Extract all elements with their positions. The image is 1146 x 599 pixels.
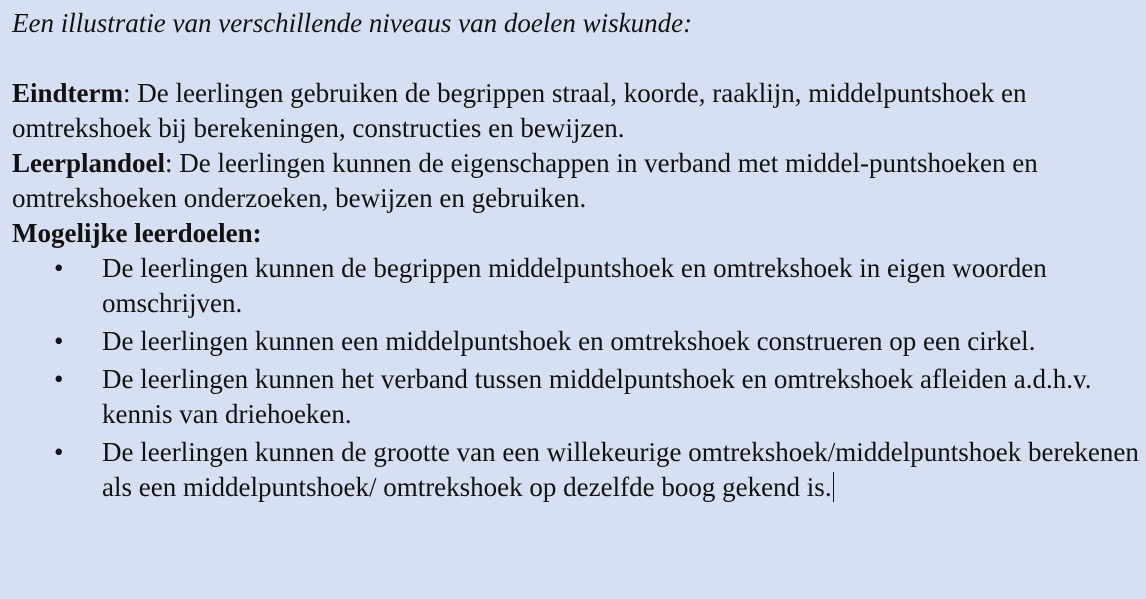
text-cursor xyxy=(833,472,834,502)
eindterm-label: Eindterm xyxy=(12,78,123,108)
document-body[interactable] xyxy=(12,6,1142,508)
goals-heading: Mogelijke leerdoelen: xyxy=(12,218,262,248)
eindterm-text: : De leerlingen gebruiken de begrippen straal, koorde, raaklijn, middelpuntshoek en omtrekshoek bij berekeningen, constructies en bewijzen. xyxy=(12,78,1027,143)
leerplandoel-paragraph xyxy=(12,146,1142,216)
list-item-text: De leerlingen kunnen een middelpuntshoek en omtrekshoek construeren op een cirkel. xyxy=(102,326,1036,356)
leerplandoel-text: : De leerlingen kunnen de eigenschappen in verband met middel-puntshoeken en omtrekshoeken onderzoeken, bewijzen en gebruiken. xyxy=(12,148,1038,213)
list-item-text: De leerlingen kunnen de grootte van een willekeurige omtrekshoek/middelpuntshoek berekenen als een middelpuntshoek/ omtrekshoek op dezelfde boog gekend is. xyxy=(102,437,1139,502)
list-item-text: De leerlingen kunnen het verband tussen middelpuntshoek en omtrekshoek afleiden a.d.h.v. kennis van driehoeken. xyxy=(102,364,1092,429)
list-item-text: De leerlingen kunnen de begrippen middelpuntshoek en omtrekshoek in eigen woorden omschrijven. xyxy=(102,253,1047,318)
bullet-icon: • xyxy=(54,326,64,356)
eindterm-paragraph xyxy=(12,76,1142,146)
goals-list xyxy=(12,251,1142,505)
list-item xyxy=(12,362,1142,432)
intro-heading: Een illustratie van verschillende niveaus van doelen wiskunde: xyxy=(12,8,693,38)
leerplandoel-label: Leerplandoel xyxy=(12,148,165,178)
bullet-icon: • xyxy=(54,253,64,283)
blank-line xyxy=(12,41,1142,76)
bullet-icon: • xyxy=(54,364,64,394)
list-item xyxy=(12,435,1142,505)
bullet-icon: • xyxy=(54,437,64,467)
list-item xyxy=(12,324,1142,359)
list-item xyxy=(12,251,1142,321)
